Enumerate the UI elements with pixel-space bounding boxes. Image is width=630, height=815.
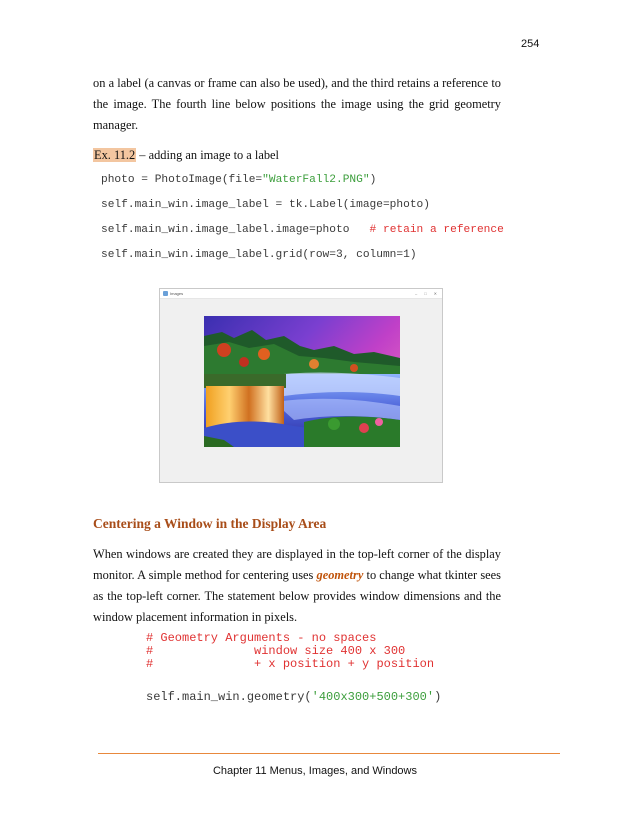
page-number: 254 [521,38,540,50]
code-comment: # window size 400 x 300 [146,644,406,658]
maximize-icon: □ [424,291,427,296]
code-line: self.main_win.image_label.image=photo # retain a reference [101,224,504,236]
example-reference: Ex. 11.2 [94,148,136,162]
code-comment: # + x position + y position [146,657,435,671]
code-line: self.main_win.image_label = tk.Label(image=photo) [101,199,430,211]
body-paragraph: on a label (a canvas or frame can also be used), and the third retains a reference to the image. The fourth line below positions the image using the grid geometry manager. [93,76,501,132]
code-block-image-label [101,173,504,273]
close-icon: ✕ [433,291,437,296]
minimize-icon: – [414,291,418,296]
code-string: "WaterFall2.PNG" [262,174,370,186]
body-paragraph: When windows are created they are displayed in the top-left corner of the display monitor. A simple method for centering uses geometry to change what tkinter sees as the top-left corner. The statement below provides window dimensions and the window placement information in pixels. [93,547,501,624]
code-line: photo = PhotoImage(file="WaterFall2.PNG") [101,174,377,186]
code-comment: # retain a reference [369,224,504,236]
code-comment: # Geometry Arguments - no spaces [146,631,377,645]
code-block-geometry [146,632,441,704]
window-title: Images [170,291,184,296]
app-icon [163,291,168,296]
waterfall-image [204,316,400,447]
footer-rule [98,753,560,754]
code-string: '400x300+500+300' [311,690,435,704]
window-titlebar [160,289,442,299]
tk-window-screenshot [159,288,443,483]
keyword-geometry: geometry [316,568,364,582]
example-caption-text: – adding an image to a label [136,148,279,162]
code-line: self.main_win.image_label.grid(row=3, column=1) [101,249,417,261]
example-caption [93,148,279,162]
code-blank-line [146,671,441,691]
section-heading: Centering a Window in the Display Area [93,516,327,531]
code-line: self.main_win.geometry('400x300+500+300') [146,690,442,704]
page-footer: Chapter 11 Menus, Images, and Windows [212,765,417,777]
